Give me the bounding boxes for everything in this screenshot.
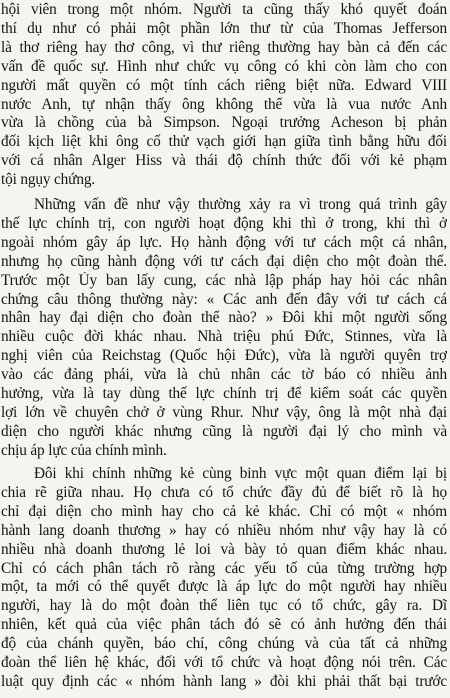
text-line: Đôi khi chính những kẻ cùng binh vực một quan điểm lại bị [34,465,447,482]
text-line: tội ngụy chứng. [1,171,95,189]
text-line: hưởng, vừa là tay dùng thế lực chính trị để kiểm soát các quyền [1,385,447,403]
text-line: Chỉ có cách phân tách rõ ràng các yếu tố của từng trường hợp [1,559,447,577]
paragraph-1 [1,1,447,190]
text-line: thí dụ như có phải một phần lớn thư từ của Thomas Jefferson [1,19,447,37]
text-line: hội viên trong một nhóm. Người ta cũng thấy khó quyết đoán [1,1,447,18]
text-line: ngoài nhóm gây áp lực. Họ hành động với tư cách một cá nhân, [1,233,447,251]
text-line: lợi lớn về chuyên chở ở vùng Rhur. Như vậy, ông là một nhà đại [1,403,447,421]
text-line: chỉ đại diện cho mình hay cho cả kẻ khác. Chỉ có một « nhóm [1,502,447,520]
paragraph-2 [1,196,447,461]
text-line: Trước một Ủy ban lấy cung, các nhà lập pháp hay hỏi các nhân [1,271,447,289]
text-line: đoàn thể liên hệ khác, đối với tổ chức và hoạt động nói trên. Các [1,654,447,672]
text-line: nhiều cuộc đời khác nhau. Nhà triệu phú Đức, Stinnes, vừa là [1,328,447,346]
text-line: nhân hay đại diện cho đoàn thể nào? » Đôi khi một người sống [1,309,447,327]
text-line: nghị viên của Reichstag (Quốc hội Đức), vừa là người quyên trợ [1,347,447,365]
text-line: đối kịch liệt khi ông cố thử vạch giới hạn giữa tình bằng hữu đối [1,133,447,151]
text-line: chịu áp lực của chính mình. [1,441,167,459]
text-line: chứng câu thông thường này: « Các anh đến đây với tư cách cá [1,290,447,308]
text-line: luật quy định các « nhóm hành lang » đòi khi phải thất bại trước [1,672,447,690]
text-line: Những vấn đề như vậy thường xảy ra vì trong quá trình gây [34,196,447,213]
text-line: hành lang doanh thương » hay có nhiều nhóm như vậy hay là có [1,521,447,539]
text-line: nhiều nhà doanh thương lẻ loi và bày tỏ quan điểm khác nhau. [1,540,447,558]
text-line: một, ta mới có thể quyết được là áp lực do một người hay nhiều [1,578,447,596]
text-line: nhưng họ cũng hành động với tư cách đại diện cho một đoàn thể. [1,252,447,270]
text-line: diện cho người khác nhưng cũng là người đại lý cho mình và [1,422,447,440]
text-line: vấn đề quốc sự. Hình như chức vụ công có khi còn làm cho con [1,57,447,75]
text-line: thế lực chính trị, con người hoạt động khi thì ở trong, khi thì ở [1,214,447,232]
text-line: nước Anh, tự nhận thấy ông không thể vừa là vua nước Anh [1,95,447,113]
text-line: độ của chánh quyền, báo chí, công chúng và của tất cả những [1,635,447,653]
text-line: chia rẽ giữa nhau. Họ chưa có tổ chức đầy đủ để biết rõ là họ [1,483,447,501]
text-line: nhiên, kết quả của việc phân tách đó sẽ có ảnh hưởng đến thái [1,616,447,634]
text-line: vừa là chồng của bà Simpson. Ngoại trưởng Acheson bị phản [1,114,447,132]
text-line: vào các đảng phái, vừa là chủ nhân các tờ báo có nhiều ảnh [1,366,447,384]
text-line: người, hay là do một đoàn thể liên tục có tổ chức, gây ra. Dĩ [1,597,447,615]
text-line: với cá nhân Alger Hiss và thái độ chính thức đối với kẻ phạm [1,152,447,170]
text-line: là thơ riêng hay thơ công, vì thư riêng thường hay bàn cả đến các [1,38,447,56]
paragraph-3 [1,465,447,692]
text-line: người mất quyền có một tính cách riêng biệt nữa. Edward VIII [1,76,447,94]
